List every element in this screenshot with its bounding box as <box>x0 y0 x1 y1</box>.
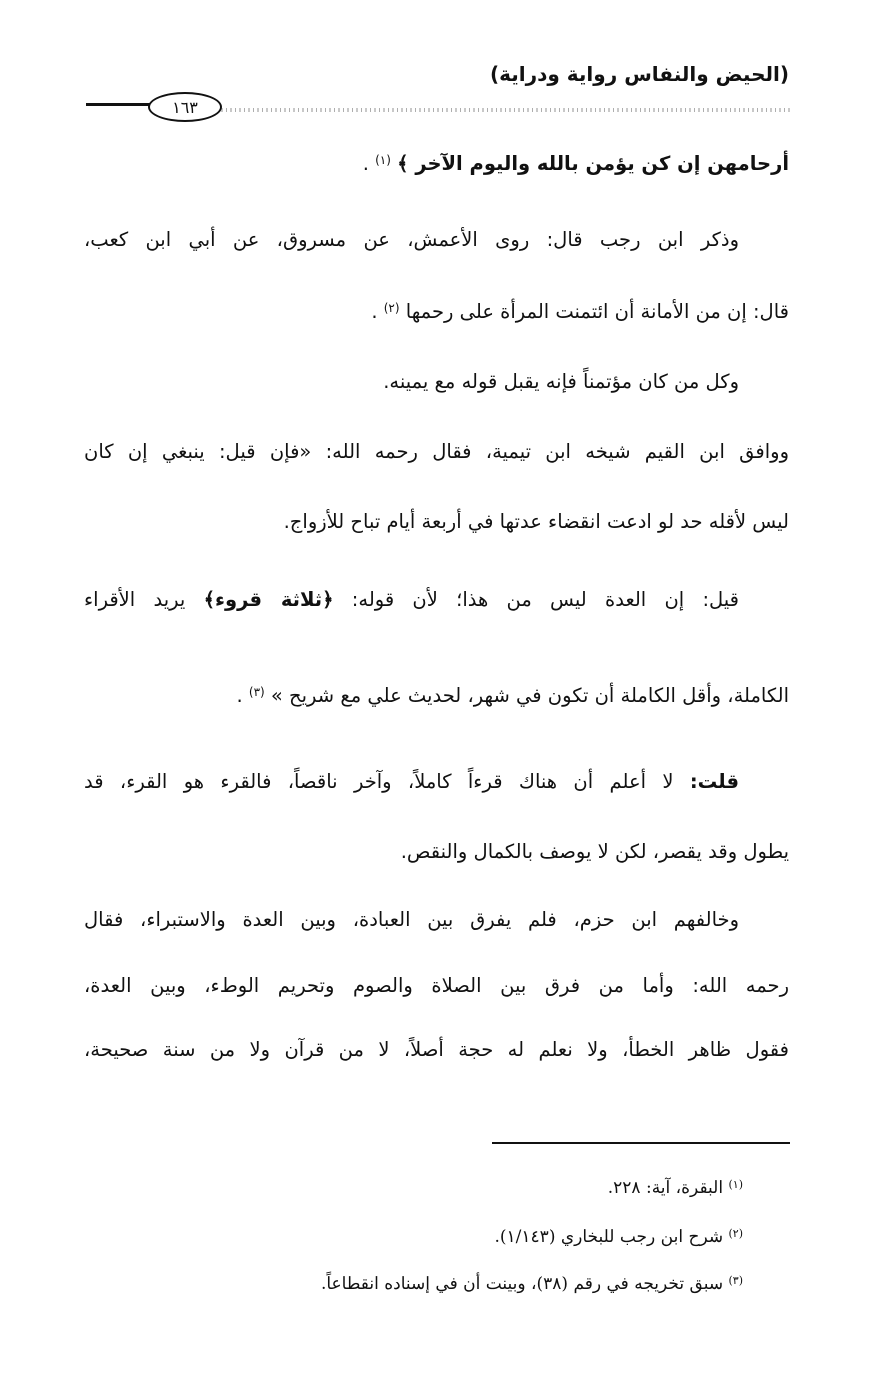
line-text: وكل من كان مؤتمناً فإنه يقبل قوله مع يمينه. <box>383 370 739 393</box>
line-text: يريد الأقراء <box>84 588 204 611</box>
body-line-7 <box>84 586 789 614</box>
line-text: ووافق ابن القيم شيخه ابن تيمية، فقال رحمه الله: «فإن قيل: ينبغي إن كان <box>84 440 789 463</box>
body-line-13 <box>84 1036 789 1064</box>
line-text: وذكر ابن رجب قال: روى الأعمش، عن مسروق، عن أبي ابن كعب، <box>84 228 739 251</box>
footnote-2 <box>495 1225 744 1249</box>
body-line-6 <box>284 508 789 536</box>
page-number-badge <box>148 92 222 122</box>
footnote-separator <box>492 1142 790 1144</box>
body-line-8 <box>236 682 789 710</box>
footnote-ref-2: (٢) <box>383 301 400 315</box>
quran-verse-end: أرحامهن إن كن يؤمن بالله واليوم الآخر ﴾ <box>397 152 789 175</box>
line-text: الكاملة، وأقل الكاملة أن تكون في شهر، لحديث علي مع شريح » <box>270 684 789 707</box>
footnote-3 <box>321 1272 743 1296</box>
line-text: لا أعلم أن هناك قرءاً كاملاً، وآخر ناقصاً، فالقرء هو القرء، قد <box>84 770 690 793</box>
line-text: فقول ظاهر الخطأ، ولا نعلم له حجة أصلاً، لا من قرآن ولا من سنة صحيحة، <box>84 1038 789 1061</box>
footnote-marker: (٢) <box>728 1227 743 1240</box>
body-line-11 <box>84 906 789 934</box>
header-rule-right <box>212 108 790 112</box>
body-line-4 <box>383 368 789 396</box>
author-note-label: قلت: <box>689 770 739 793</box>
line-text: ليس لأقله حد لو ادعت انقضاء عدتها في أربعة أيام تباح للأزواج. <box>283 510 789 533</box>
body-line-10 <box>401 838 789 866</box>
footnote-ref-3: (٣) <box>248 685 265 699</box>
footnote-text: شرح ابن رجب للبخاري (١/١٤٣). <box>494 1227 724 1247</box>
line-text: قال: إن من الأمانة أن ائتمنت المرأة على رحمها <box>405 300 789 323</box>
running-title: (الحيض والنفاس رواية ودراية) <box>489 62 789 86</box>
quran-verse: ﴿ثلاثة قروء﴾ <box>203 588 334 611</box>
line-text: وخالفهم ابن حزم، فلم يفرق بين العبادة، وبين العدة والاستبراء، فقال <box>84 908 739 931</box>
line-text: رحمه الله: وأما من فرق بين الصلاة والصوم وتحريم الوطء، وبين العدة، <box>84 974 789 997</box>
line-text: قيل: إن العدة ليس من هذا؛ لأن قوله: <box>333 588 740 611</box>
body-line-12 <box>84 972 789 1000</box>
body-line-9 <box>84 768 789 796</box>
line-punct: . <box>371 300 378 323</box>
footnote-1 <box>608 1176 743 1200</box>
footnote-text: البقرة، آية: ٢٢٨. <box>607 1178 724 1198</box>
body-line-5 <box>84 438 789 466</box>
body-line-2 <box>84 226 789 254</box>
footnote-ref-1: (١) <box>375 153 391 167</box>
line-punct: . <box>236 684 243 707</box>
page-number: ١٦٣ <box>172 97 198 117</box>
footnote-marker: (٣) <box>728 1274 743 1287</box>
footnote-marker: (١) <box>728 1178 743 1191</box>
line-text: يطول وقد يقصر، لكن لا يوصف بالكمال والنقص. <box>400 840 789 863</box>
header-rule-left <box>86 103 150 106</box>
body-line-3 <box>371 298 789 326</box>
body-line-1 <box>363 150 789 178</box>
footnote-text: سبق تخريجه في رقم (٣٨)، وبينت أن في إسناده انقطاعاً. <box>320 1274 724 1294</box>
line-punct: . <box>362 152 369 175</box>
